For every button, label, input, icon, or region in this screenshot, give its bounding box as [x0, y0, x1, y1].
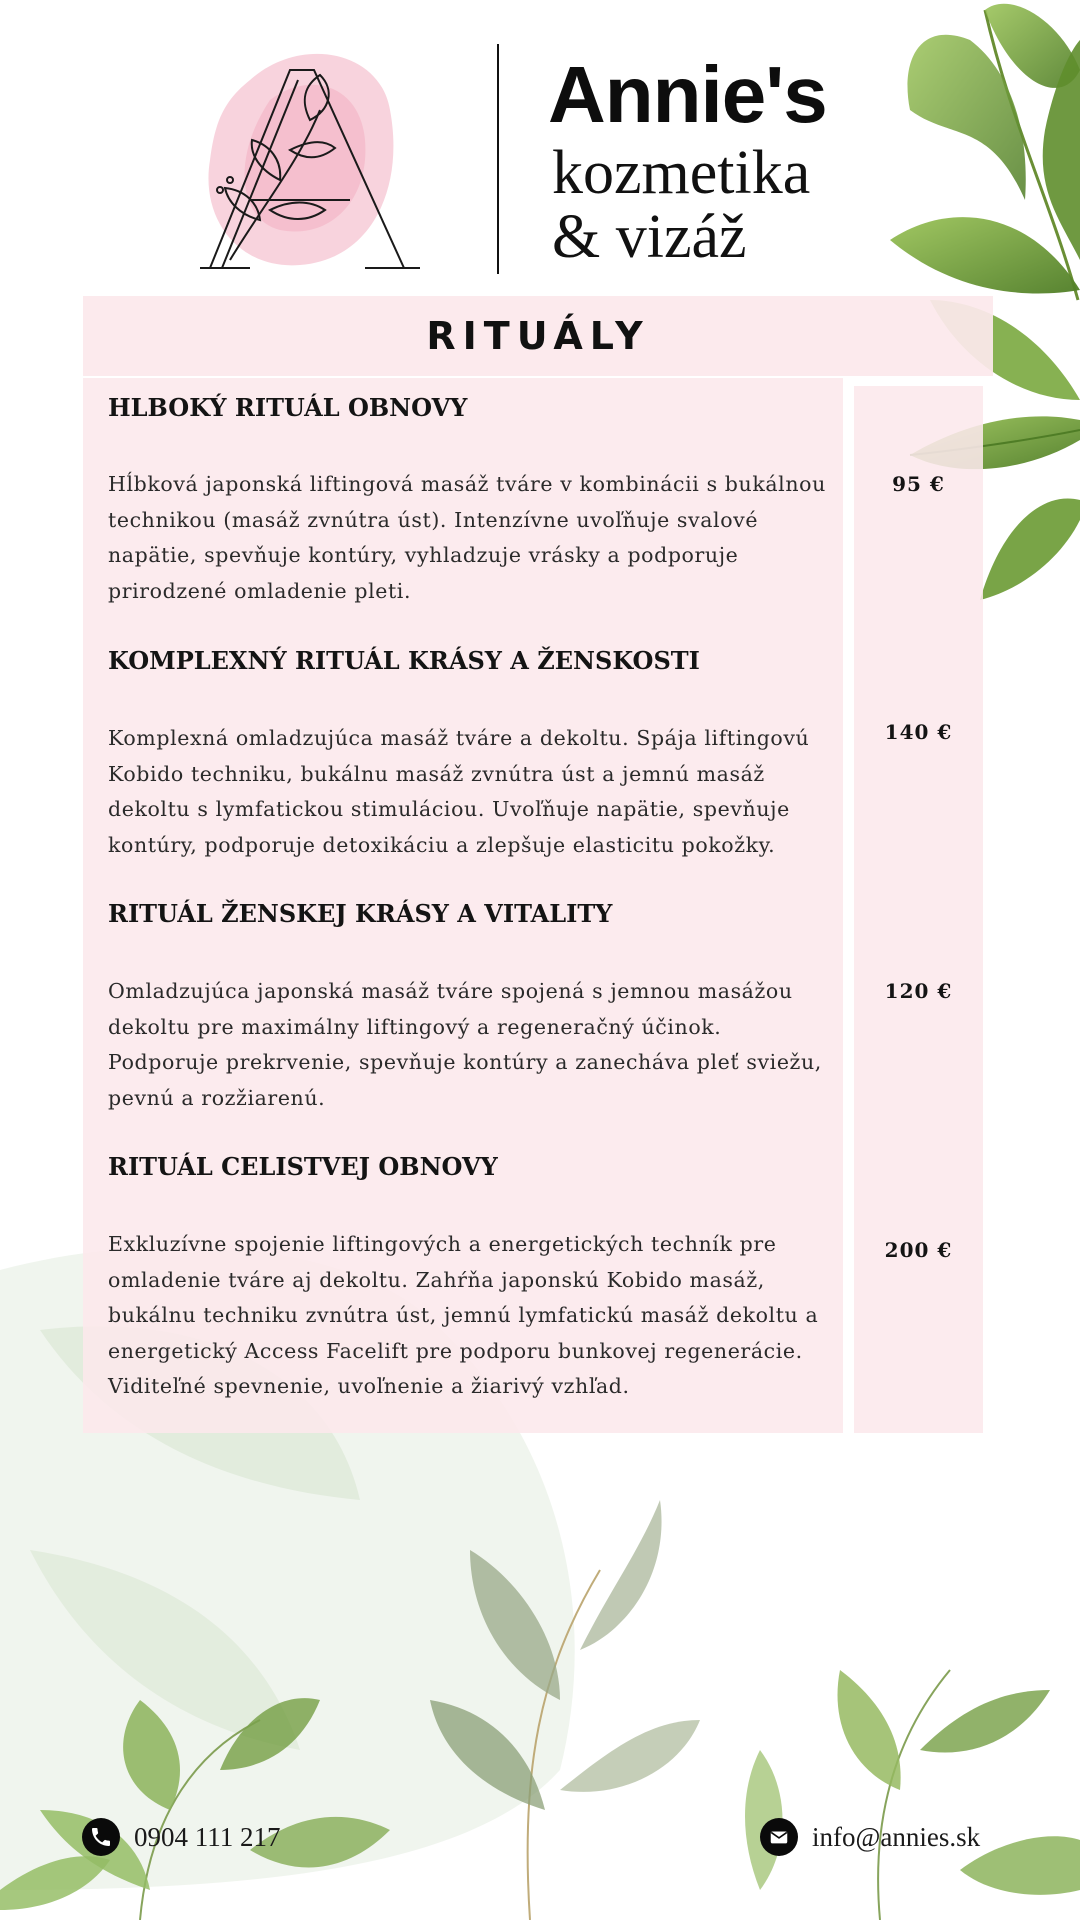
prices-panel [854, 386, 983, 1433]
phone-icon [82, 1818, 120, 1856]
ritual-description: Hĺbková japonská liftingová masáž tváre v kombinácii s bukálnou technikou (masáž zvnútra úst). Intenzívne uvoľňuje svalové napätie, spevňuje kontúry, vyhladzuje vrásky a podporuje prirodzené omladenie pleti. [108, 472, 826, 603]
brand-logo-icon [190, 40, 430, 280]
brand-name: Annie's [548, 50, 827, 139]
header-divider [497, 44, 499, 274]
ritual-description: Komplexná omladzujúca masáž tváre a dekoltu. Spája liftingovú Kobido techniku, bukálnu masáž zvnútra úst a jemnú masáž dekoltu s lymfatickou stimuláciou. Uvoľňuje napätie, spevňuje kontúry, podporuje detoxikáciu a zlepšuje elasticitu pokožky. [108, 726, 810, 857]
ritual-name: RITUÁL CELISTVEJ OBNOVY [108, 1152, 498, 1181]
contact-email[interactable] [760, 1818, 980, 1856]
section-title: RITUÁLY [426, 314, 650, 358]
ritual-description: Omladzujúca japonská masáž tváre spojená s jemnou masážou dekoltu pre maximálny liftingový a regeneračný účinok. Podporuje prekrvenie, spevňuje kontúry a zanecháva pleť sviežu, pevnú a rozžiarenú. [108, 979, 822, 1110]
ritual-description: Exkluzívne spojenie liftingových a energetických techník pre omladenie tváre aj dekoltu. Zahŕňa japonskú Kobido masáž, bukálnu techniku zvnútra úst, jemnú lymfatickú masáž dekoltu a energetický Access Facelift pre podporu bunkovej regenerácie. Viditeľné spevnenie, uvoľnenie a žiarivý vzhľad. [108, 1232, 819, 1398]
ritual-name: KOMPLEXNÝ RITUÁL KRÁSY A ŽENSKOSTI [108, 646, 700, 675]
ritual-price: 200 € [884, 1238, 953, 1262]
ritual-price: 140 € [884, 720, 953, 744]
ritual-price: 120 € [884, 979, 953, 1003]
ritual-name: RITUÁL ŽENSKEJ KRÁSY A VITALITY [108, 899, 613, 928]
section-title-band [83, 296, 993, 376]
phone-number[interactable]: 0904 111 217 [134, 1821, 281, 1852]
envelope-icon [760, 1818, 798, 1856]
contact-phone[interactable] [82, 1818, 281, 1856]
email-address[interactable]: info@annies.sk [812, 1821, 981, 1852]
brand-subtitle-line2: & vizáž [552, 203, 747, 271]
brand-subtitle-line1: kozmetika [552, 139, 811, 207]
ritual-price: 95 € [892, 472, 945, 496]
ritual-name: HLBOKÝ RITUÁL OBNOVY [108, 393, 468, 422]
